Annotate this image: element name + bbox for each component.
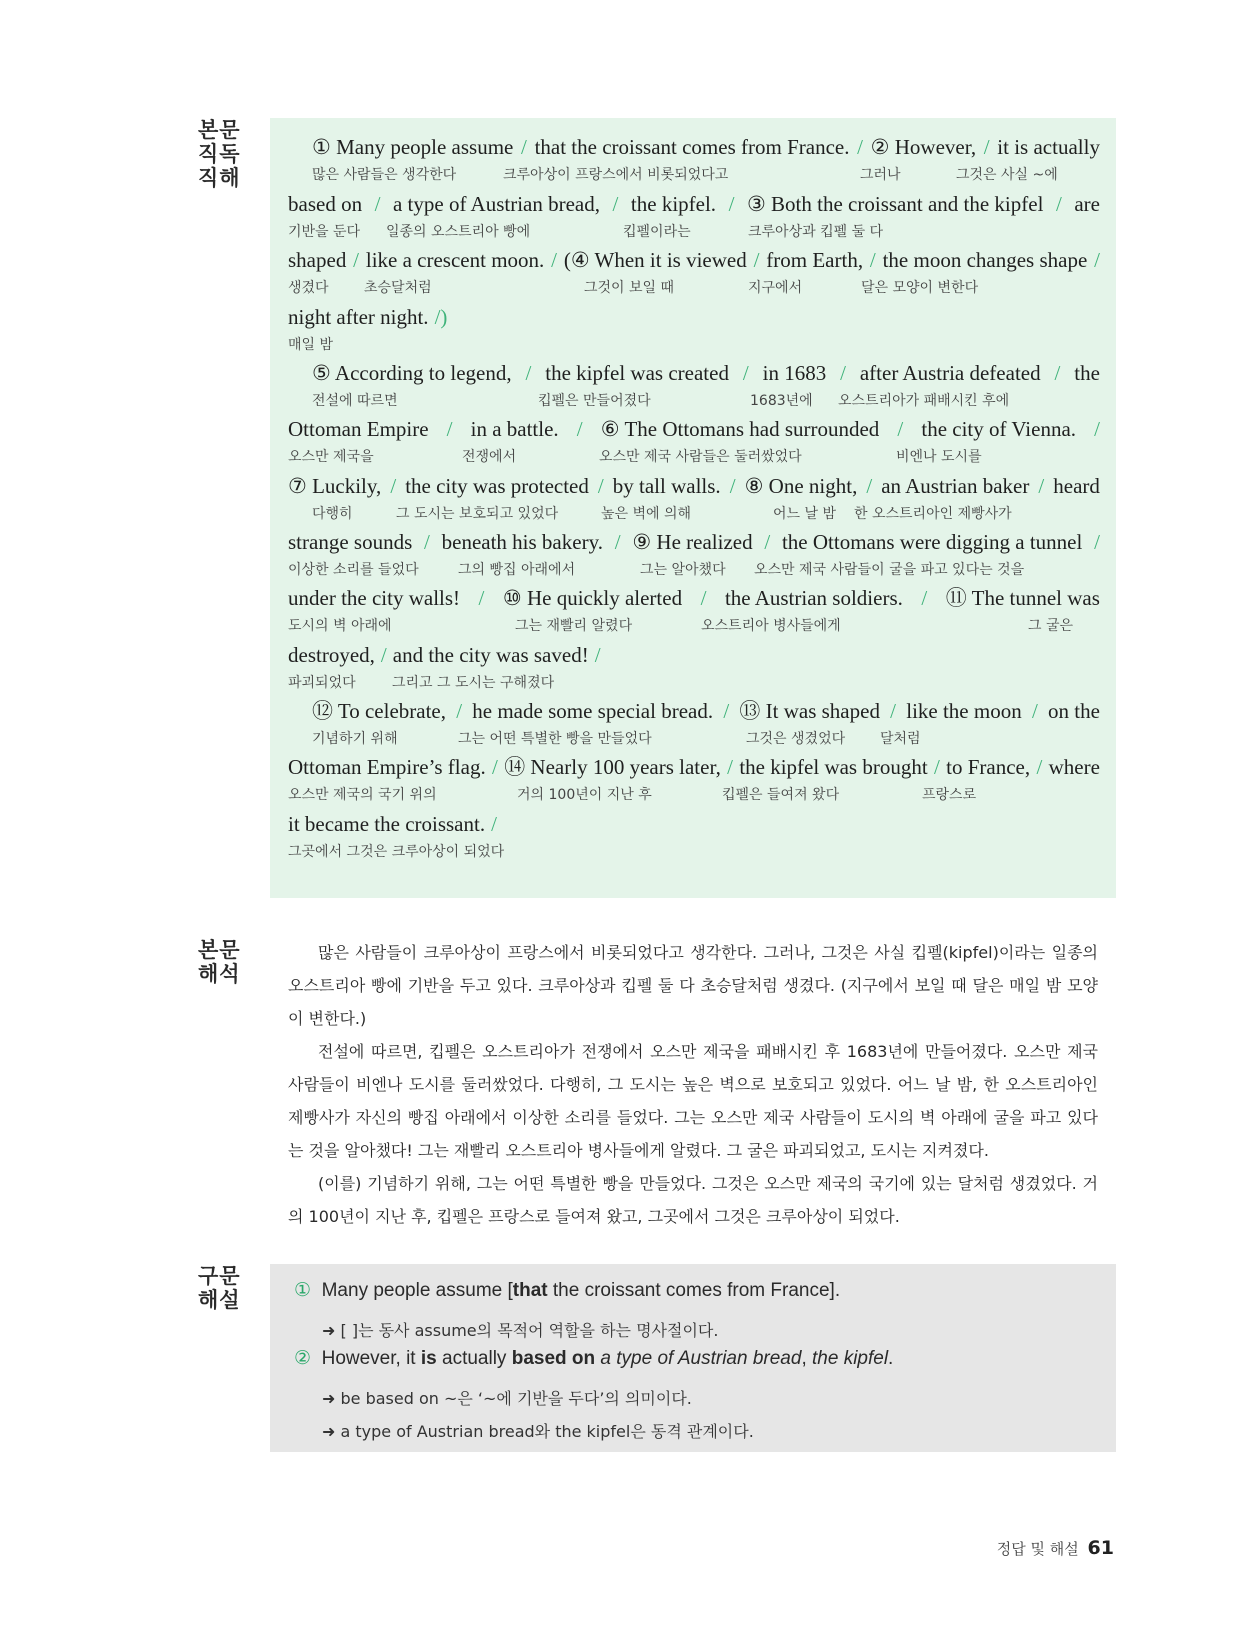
english-chunk: ③ Both the croissant and the kipfel: [746, 192, 1044, 216]
english-chunk: the kipfel.: [630, 192, 717, 216]
chunk-slash: /: [890, 699, 897, 723]
label-translation: 본문 해석: [198, 938, 241, 986]
korean-gloss: 높은 벽에 의해: [601, 506, 692, 522]
english-chunk: it is actually: [997, 135, 1100, 159]
korean-gloss: 파괴되었다: [288, 675, 356, 691]
page-footer: [997, 1537, 1114, 1559]
korean-gloss: 그것은 생겼었다: [746, 731, 846, 747]
reading-box: [270, 118, 1116, 898]
korean-gloss: 생겼다: [288, 280, 329, 296]
english-chunk: the moon changes shape: [882, 248, 1088, 272]
english-chunk: that the croissant comes from France.: [534, 135, 850, 159]
english-chunk: an Austrian baker: [881, 474, 1030, 498]
item-number: ②: [294, 1348, 312, 1369]
korean-glosses: [288, 221, 1100, 241]
chunk-slash: /: [456, 699, 463, 723]
english-chunk: Ottoman Empire’s flag.: [288, 755, 486, 779]
english-chunk: from Earth,: [766, 248, 864, 272]
korean-gloss: 한 오스트리아인 제빵사가: [854, 506, 1012, 522]
korean-gloss: 그 도시는 보호되고 있었다: [396, 506, 559, 522]
grammar-note: ➜ a type of Austrian bread와 the kipfel은 동격 관계이다.: [322, 1422, 754, 1441]
korean-gloss: 기념하기 위해: [312, 731, 398, 747]
chunk-slash: /: [594, 643, 601, 667]
korean-glosses: [312, 164, 1100, 184]
english-chunk: the kipfel was created: [545, 361, 729, 385]
chunk-slash: /: [934, 755, 940, 779]
chunk-slash: /: [614, 530, 621, 554]
korean-glosses: [288, 334, 1100, 354]
english-chunk: ⑦ Luckily,: [288, 474, 382, 498]
korean-gloss: 많은 사람들은 생각한다: [312, 167, 457, 183]
passage-line: [288, 247, 1100, 297]
korean-gloss: 매일 밤: [288, 337, 334, 353]
chunk-slash: /): [434, 305, 448, 329]
korean-gloss: 오스만 제국의 국기 위의: [288, 787, 437, 803]
korean-gloss: 그는 재빨리 알렸다: [515, 618, 633, 634]
english-chunk: ⑥ The Ottomans had surrounded: [600, 417, 880, 441]
chunk-slash: /: [612, 192, 619, 216]
korean-gloss: 초승달처럼: [364, 280, 432, 296]
korean-gloss: 프랑스로: [922, 787, 977, 803]
english-chunk: beneath his bakery.: [441, 530, 603, 554]
chunk-slash: /: [728, 192, 735, 216]
korean-glosses: [288, 446, 1100, 466]
korean-glosses: [288, 672, 1100, 692]
grammar-item-2: [294, 1347, 893, 1370]
chunk-slash: /: [897, 417, 904, 441]
chunk-slash: /: [491, 812, 497, 836]
korean-gloss: 오스만 제국 사람들이 굴을 파고 있다는 것을: [754, 562, 1025, 578]
english-chunk: heard: [1053, 474, 1100, 498]
grammar-text: However, it: [321, 1348, 421, 1369]
grammar-note: ➜ [ ]는 동사 assume의 목적어 역할을 하는 명사절이다.: [322, 1321, 719, 1340]
chunk-slash: /: [521, 135, 527, 159]
korean-gloss: 전설에 따르면: [312, 393, 398, 409]
english-chunk: the city of Vienna.: [921, 417, 1077, 441]
korean-gloss: 지구에서: [748, 280, 803, 296]
korean-gloss: 킵펠은 만들어졌다: [538, 393, 651, 409]
english-chunk: it became the croissant.: [288, 812, 486, 836]
english-chunk: ⑤ According to legend,: [312, 361, 512, 385]
chunk-slash: /: [551, 248, 557, 272]
label-grammar: 구문 해설: [198, 1264, 241, 1312]
english-chunk: where: [1048, 755, 1100, 779]
korean-gloss: 크루아상과 킵펠 둘 다: [748, 224, 884, 240]
korean-gloss: 다행히: [312, 506, 353, 522]
chunk-slash: /: [921, 586, 928, 610]
passage-line: [288, 191, 1100, 241]
grammar-note: ➜ be based on ~은 ‘~에 기반을 두다’의 의미이다.: [322, 1389, 692, 1408]
passage-line: [312, 698, 1100, 748]
english-phrases: [288, 585, 1100, 611]
english-phrases: [312, 360, 1100, 386]
english-chunk: the Austrian soldiers.: [724, 586, 903, 610]
chunk-slash: /: [742, 361, 749, 385]
translation-paragraph: 많은 사람들이 크루아상이 프랑스에서 비롯되었다고 생각한다. 그러나, 그것은 사실 킵펠(kipfel)이라는 일종의 오스트리아 빵에 기반을 두고 있다. 크루아상과 킵펠 둘 다 초승달처럼 생겼다. (지구에서 보일 때 달은 매일 밤 모양이 변한다.): [288, 943, 1098, 1028]
passage-line: [312, 360, 1100, 410]
korean-gloss: 그의 빵집 아래에서: [458, 562, 576, 578]
passage-line: [288, 304, 1100, 354]
chunk-slash: /: [857, 135, 863, 159]
english-chunk: under the city walls!: [288, 586, 461, 610]
chunk-slash: /: [380, 643, 387, 667]
english-chunk: ⑬ It was shaped: [739, 699, 880, 723]
korean-gloss: 오스트리아 병사들에게: [701, 618, 841, 634]
grammar-bold: that: [512, 1280, 548, 1301]
chunk-slash: /: [576, 417, 583, 441]
korean-glosses: [288, 503, 1100, 523]
korean-gloss: 기반을 둔다: [288, 224, 361, 240]
grammar-italic: a type of Austrian bread: [595, 1348, 802, 1369]
korean-gloss: 그 굴은: [1028, 618, 1074, 634]
korean-gloss: 전쟁에서: [462, 449, 517, 465]
english-chunk: ⑭ Nearly 100 years later,: [504, 755, 721, 779]
grammar-bold: based on: [511, 1348, 596, 1369]
english-chunk: and the city was saved!: [392, 643, 589, 667]
english-chunk: the kipfel was brought: [739, 755, 928, 779]
chunk-slash: /: [525, 361, 532, 385]
korean-glosses: [312, 728, 1100, 748]
passage-line: [288, 473, 1100, 523]
passage-line: [288, 416, 1100, 466]
english-chunk: in 1683: [762, 361, 827, 385]
grammar-box: [270, 1264, 1116, 1452]
korean-gloss: 달은 모양이 변한다: [861, 280, 979, 296]
english-phrases: [288, 754, 1100, 780]
korean-glosses: [288, 615, 1100, 635]
chunk-slash: /: [1036, 755, 1043, 779]
english-chunk: ⑨ He realized: [632, 530, 753, 554]
page-number: 61: [1087, 1537, 1114, 1559]
english-chunk: the: [1074, 361, 1100, 385]
grammar-text: .: [888, 1348, 894, 1369]
chunk-slash: /: [1094, 530, 1100, 554]
chunk-slash: /: [753, 248, 760, 272]
passage-line: [312, 134, 1100, 184]
english-chunk: night after night.: [288, 305, 429, 329]
grammar-text: the croissant comes from France].: [547, 1280, 841, 1301]
english-chunk: the city was protected: [405, 474, 589, 498]
chunk-slash: /: [866, 474, 873, 498]
item-number: ①: [294, 1280, 312, 1301]
english-phrases: [288, 642, 1100, 668]
english-phrases: [288, 416, 1100, 442]
chunk-slash: /: [727, 755, 733, 779]
grammar-bold: is: [420, 1348, 437, 1369]
english-phrases: [288, 304, 1100, 330]
english-chunk: to France,: [946, 755, 1031, 779]
english-chunk: (④ When it is viewed: [563, 248, 747, 272]
english-phrases: [312, 698, 1100, 724]
chunk-slash: /: [840, 361, 846, 385]
translation-text: [288, 936, 1098, 1233]
english-chunk: he made some special bread.: [472, 699, 714, 723]
english-chunk: by tall walls.: [612, 474, 721, 498]
english-chunk: like a crescent moon.: [365, 248, 545, 272]
english-chunk: a type of Austrian bread,: [392, 192, 601, 216]
chunk-slash: /: [597, 474, 604, 498]
korean-gloss: 그곳에서 그것은 크루아상이 되었다: [288, 844, 505, 860]
chunk-slash: /: [1094, 248, 1100, 272]
grammar-text: Many people assume [: [321, 1280, 513, 1301]
korean-gloss: 킵펠이라는: [623, 224, 691, 240]
chunk-slash: /: [869, 248, 876, 272]
korean-gloss: 도시의 벽 아래에: [288, 618, 392, 634]
korean-gloss: 어느 날 밤: [773, 506, 836, 522]
korean-gloss: 1683년에: [750, 393, 813, 409]
korean-gloss: 비엔나 도시를: [896, 449, 982, 465]
korean-gloss: 그리고 그 도시는 구해졌다: [392, 675, 555, 691]
korean-gloss: 거의 100년이 지난 후: [517, 787, 652, 803]
korean-glosses: [288, 841, 1100, 861]
english-chunk: Ottoman Empire: [288, 417, 429, 441]
chunk-slash: /: [353, 248, 360, 272]
korean-gloss: 오스만 제국 사람들은 둘러쌌었다: [599, 449, 802, 465]
chunk-slash: /: [1038, 474, 1045, 498]
chunk-slash: /: [729, 474, 736, 498]
korean-gloss: 일종의 오스트리아 빵에: [386, 224, 531, 240]
korean-glosses: [312, 390, 1100, 410]
english-chunk: ① Many people assume: [312, 135, 514, 159]
english-chunk: like the moon: [906, 699, 1022, 723]
korean-gloss: 그는 알아챘다: [640, 562, 726, 578]
korean-gloss: 그는 어떤 특별한 빵을 만들었다: [458, 731, 652, 747]
english-phrases: [288, 529, 1100, 555]
passage-line: [288, 585, 1100, 635]
english-chunk: in a battle.: [470, 417, 559, 441]
english-chunk: destroyed,: [288, 643, 375, 667]
english-phrases: [288, 247, 1100, 273]
english-chunk: ⑫ To celebrate,: [312, 699, 446, 723]
chunk-slash: /: [1055, 192, 1062, 216]
translation-paragraph: 전설에 따르면, 킵펠은 오스트리아가 전쟁에서 오스만 제국을 패배시킨 후 1683년에 만들어졌다. 오스만 제국 사람들이 비엔나 도시를 둘러쌌었다. 다행히, 그 도시는 높은 벽으로 보호되고 있었다. 어느 날 밤, 한 오스트리아인 제빵사가 자신의 빵집 아래에서 이상한 소리를 들었다. 그는 오스만 제국 사람들이 도시의 벽 아래에 굴을 파고 있다는 것을 알아챘다! 그는 재빨리 오스트리아 병사들에게 알렸다. 그 굴은 파괴되었고, 도시는 지켜졌다.: [288, 1042, 1098, 1160]
translation-paragraph: (이를) 기념하기 위해, 그는 어떤 특별한 빵을 만들었다. 그것은 오스만 제국의 국기에 있는 달처럼 생겼었다. 거의 100년이 지난 후, 킵펠은 프랑스로 들여져 왔고, 그곳에서 그것은 크루아상이 되었다.: [288, 1174, 1098, 1226]
korean-gloss: 그것이 보일 때: [584, 280, 675, 296]
korean-gloss: 그러나: [860, 167, 901, 183]
english-chunk: ⑧ One night,: [744, 474, 858, 498]
chunk-slash: /: [1054, 361, 1061, 385]
chunk-slash: /: [764, 530, 771, 554]
grammar-italic: the kipfel: [812, 1348, 889, 1369]
english-phrases: [312, 134, 1100, 160]
footer-text: 정답 및 해설: [996, 1540, 1079, 1558]
korean-gloss: 오스트리아가 패배시킨 후에: [838, 393, 1010, 409]
chunk-slash: /: [390, 474, 397, 498]
passage-line: [288, 642, 1100, 692]
chunk-slash: /: [374, 192, 381, 216]
chunk-slash: /: [723, 699, 730, 723]
korean-gloss: 오스만 제국을: [288, 449, 374, 465]
chunk-slash: /: [983, 135, 990, 159]
english-phrases: [288, 811, 1100, 837]
english-chunk: based on: [288, 192, 363, 216]
english-chunk: ⑪ The tunnel was: [945, 586, 1100, 610]
grammar-item-1: [294, 1279, 840, 1302]
english-phrases: [288, 473, 1100, 499]
english-phrases: [288, 191, 1100, 217]
korean-gloss: 이상한 소리를 들었다: [288, 562, 419, 578]
label-reading: 본문 직독 직해: [198, 118, 241, 190]
english-chunk: the Ottomans were digging a tunnel: [781, 530, 1083, 554]
grammar-text: ,: [801, 1348, 812, 1369]
chunk-slash: /: [478, 586, 485, 610]
passage-line: [288, 811, 1100, 861]
chunk-slash: /: [1031, 699, 1038, 723]
korean-glosses: [288, 559, 1100, 579]
korean-gloss: 그것은 사실 ~에: [956, 167, 1058, 183]
english-chunk: ⑩ He quickly alerted: [502, 586, 683, 610]
english-chunk: after Austria defeated: [859, 361, 1041, 385]
english-chunk: on the: [1048, 699, 1100, 723]
korean-gloss: 달처럼: [880, 731, 921, 747]
chunk-slash: /: [1094, 417, 1100, 441]
english-chunk: strange sounds: [288, 530, 413, 554]
chunk-slash: /: [492, 755, 498, 779]
chunk-slash: /: [446, 417, 453, 441]
korean-glosses: [288, 784, 1100, 804]
korean-gloss: 크루아상이 프랑스에서 비롯되었다고: [503, 167, 729, 183]
korean-gloss: 킵펠은 들여져 왔다: [722, 787, 840, 803]
english-chunk: ② However,: [870, 135, 977, 159]
passage-line: [288, 754, 1100, 804]
passage-line: [288, 529, 1100, 579]
english-chunk: are: [1074, 192, 1100, 216]
chunk-slash: /: [424, 530, 430, 554]
grammar-text: actually: [436, 1348, 512, 1369]
chunk-slash: /: [700, 586, 707, 610]
korean-glosses: [288, 277, 1100, 297]
english-chunk: shaped: [288, 248, 347, 272]
